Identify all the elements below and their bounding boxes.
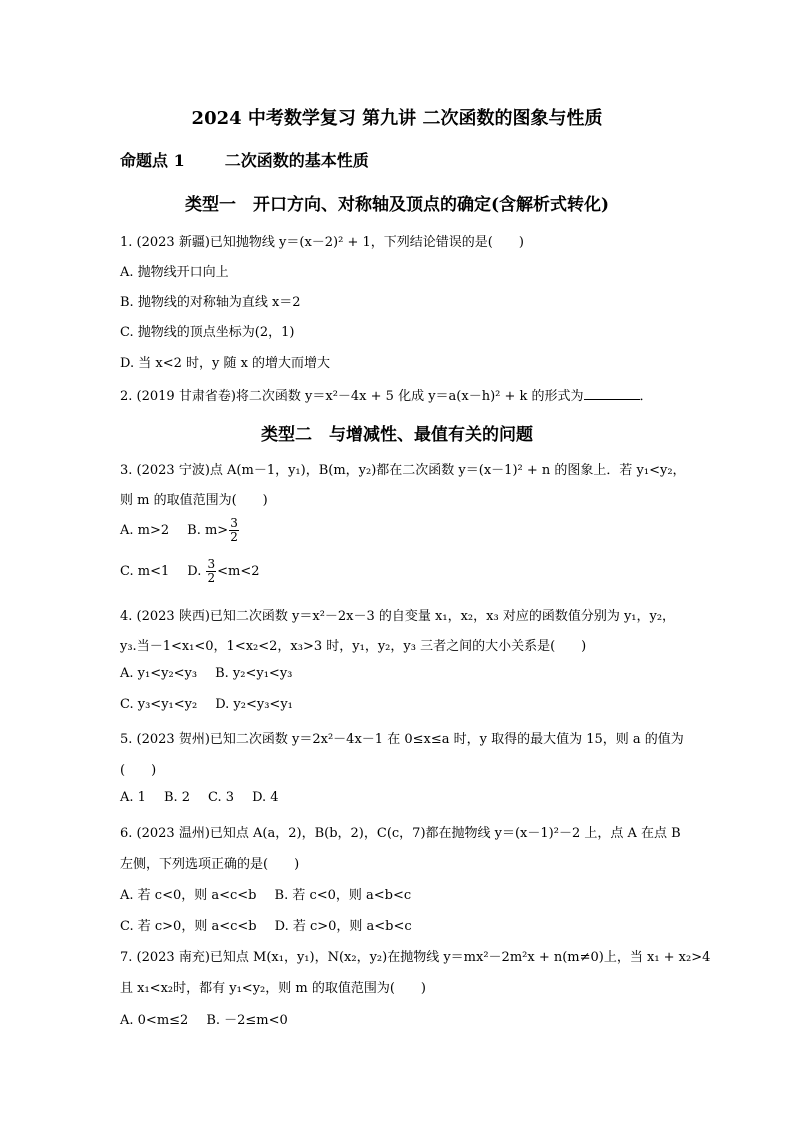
q4-line2: y₃.当－1<x₁<0，1<x₂<2，x₃>3 时，y₁，y₂，y₃ 三者之间的大小关系是( ): [120, 639, 587, 654]
q1-option-a: A. 抛物线开口向上: [120, 265, 229, 280]
q4-options-ab: [120, 666, 292, 681]
q2-line: [120, 385, 653, 404]
q3-line1: 3. (2023 宁波)点 A(m－1，y₁)，B(m，y₂)都在二次函数 y＝(x－1)² + n 的图象上．若 y₁<y₂，: [120, 463, 686, 478]
frac-denominator: 2: [230, 530, 238, 544]
q3-option-d: [187, 557, 260, 585]
q5-line2: ( ): [120, 763, 157, 778]
q7-option-b: B. －2≤m<0: [206, 1013, 288, 1028]
q4-option-b: B. y₂<y₁<y₃: [215, 666, 293, 681]
q3-options-cd: [120, 558, 260, 585]
q3-option-a: A. m>2: [120, 523, 170, 538]
q5-option-d: D. 4: [252, 790, 279, 805]
q7-option-a: A. 0<m≤2: [120, 1013, 189, 1028]
frac-numerator: 3: [207, 557, 216, 571]
q1-option-d: D. 当 x<2 时，y 随 x 的增大而增大: [120, 356, 331, 371]
q5-options: [120, 790, 279, 805]
q4-option-d: D. y₂<y₃<y₁: [215, 697, 293, 712]
q6-line2: 左侧，下列选项正确的是( ): [120, 857, 300, 872]
type-two-heading: 类型二 与增减性、最值有关的问题: [261, 425, 533, 445]
q4-line1: 4. (2023 陕西)已知二次函数 y＝x²－2x－3 的自变量 x₁，x₂，x₃ 对应的函数值分别为 y₁，y₂，: [120, 609, 676, 624]
q7-line1: 7. (2023 南充)已知点 M(x₁，y₁)，N(x₂，y₂)在抛物线 y＝mx²－2m²x + n(m≠0)上，当 x₁ + x₂>4: [120, 950, 711, 965]
q7-options-ab: [120, 1009, 288, 1028]
page-title: 2024 中考数学复习 第九讲 二次函数的图象与性质: [191, 108, 603, 129]
q4-option-a: A. y₁<y₂<y₃: [120, 666, 198, 681]
q2-stem: 2. (2019 甘肃省卷)将二次函数 y＝x²－4x + 5 化成 y＝a(x－h)² + k 的形式为: [120, 389, 584, 404]
q6-option-b: B. 若 c<0，则 a<b<c: [274, 888, 412, 903]
q1-stem: 1. (2023 新疆)已知抛物线 y＝(x－2)² + 1，下列结论错误的是( ): [120, 235, 524, 250]
frac-numerator: 3: [230, 516, 238, 530]
q2-end: ．: [639, 389, 653, 404]
section-label: 命题点 1: [120, 151, 185, 170]
q5-option-a: A. 1: [120, 790, 146, 805]
q5-option-b: B. 2: [163, 790, 191, 805]
section-name: 二次函数的基本性质: [224, 151, 369, 170]
answer-blank: [584, 387, 640, 400]
q3-option-b: [187, 516, 240, 544]
fraction-three-halves: [206, 558, 216, 585]
q6-option-d: D. 若 c>0，则 a<b<c: [274, 919, 412, 934]
q3-option-d-suffix: <m<2: [217, 564, 260, 579]
q5-line1: 5. (2023 贺州)已知二次函数 y＝2x²－4x－1 在 0≤x≤a 时，y 取得的最大值为 15，则 a 的值为: [120, 732, 684, 747]
q3-option-c: C. m<1: [120, 564, 170, 579]
q1-option-b: B. 抛物线的对称轴为直线 x＝2: [120, 295, 301, 310]
q3-option-d-prefix: D.: [187, 564, 206, 579]
frac-denominator: 2: [207, 571, 216, 585]
q6-options-cd: [120, 915, 412, 934]
q3-options-ab: [120, 517, 240, 544]
fraction-three-halves: [229, 517, 239, 544]
q4-option-c: C. y₃<y₁<y₂: [120, 697, 198, 712]
q7-line2: 且 x₁<x₂时，都有 y₁<y₂，则 m 的取值范围为( ): [120, 981, 426, 996]
q5-option-c: C. 3: [208, 790, 235, 805]
q3-line2: 则 m 的取值范围为( ): [120, 493, 268, 508]
section-heading: [120, 148, 369, 171]
type-one-heading: 类型一 开口方向、对称轴及顶点的确定(含解析式转化): [184, 195, 610, 215]
q3-option-b-text: B. m>: [187, 523, 229, 538]
q6-options-ab: [120, 884, 411, 903]
q6-option-a: A. 若 c<0，则 a<c<b: [120, 888, 257, 903]
q1-option-c: C. 抛物线的顶点坐标为(2，1): [120, 325, 295, 340]
q6-option-c: C. 若 c>0，则 a<c<b: [120, 919, 257, 934]
q4-options-cd: [120, 697, 293, 712]
q6-line1: 6. (2023 温州)已知点 A(a，2)，B(b，2)，C(c，7)都在抛物线 y＝(x－1)²－2 上，点 A 在点 B: [120, 826, 681, 841]
